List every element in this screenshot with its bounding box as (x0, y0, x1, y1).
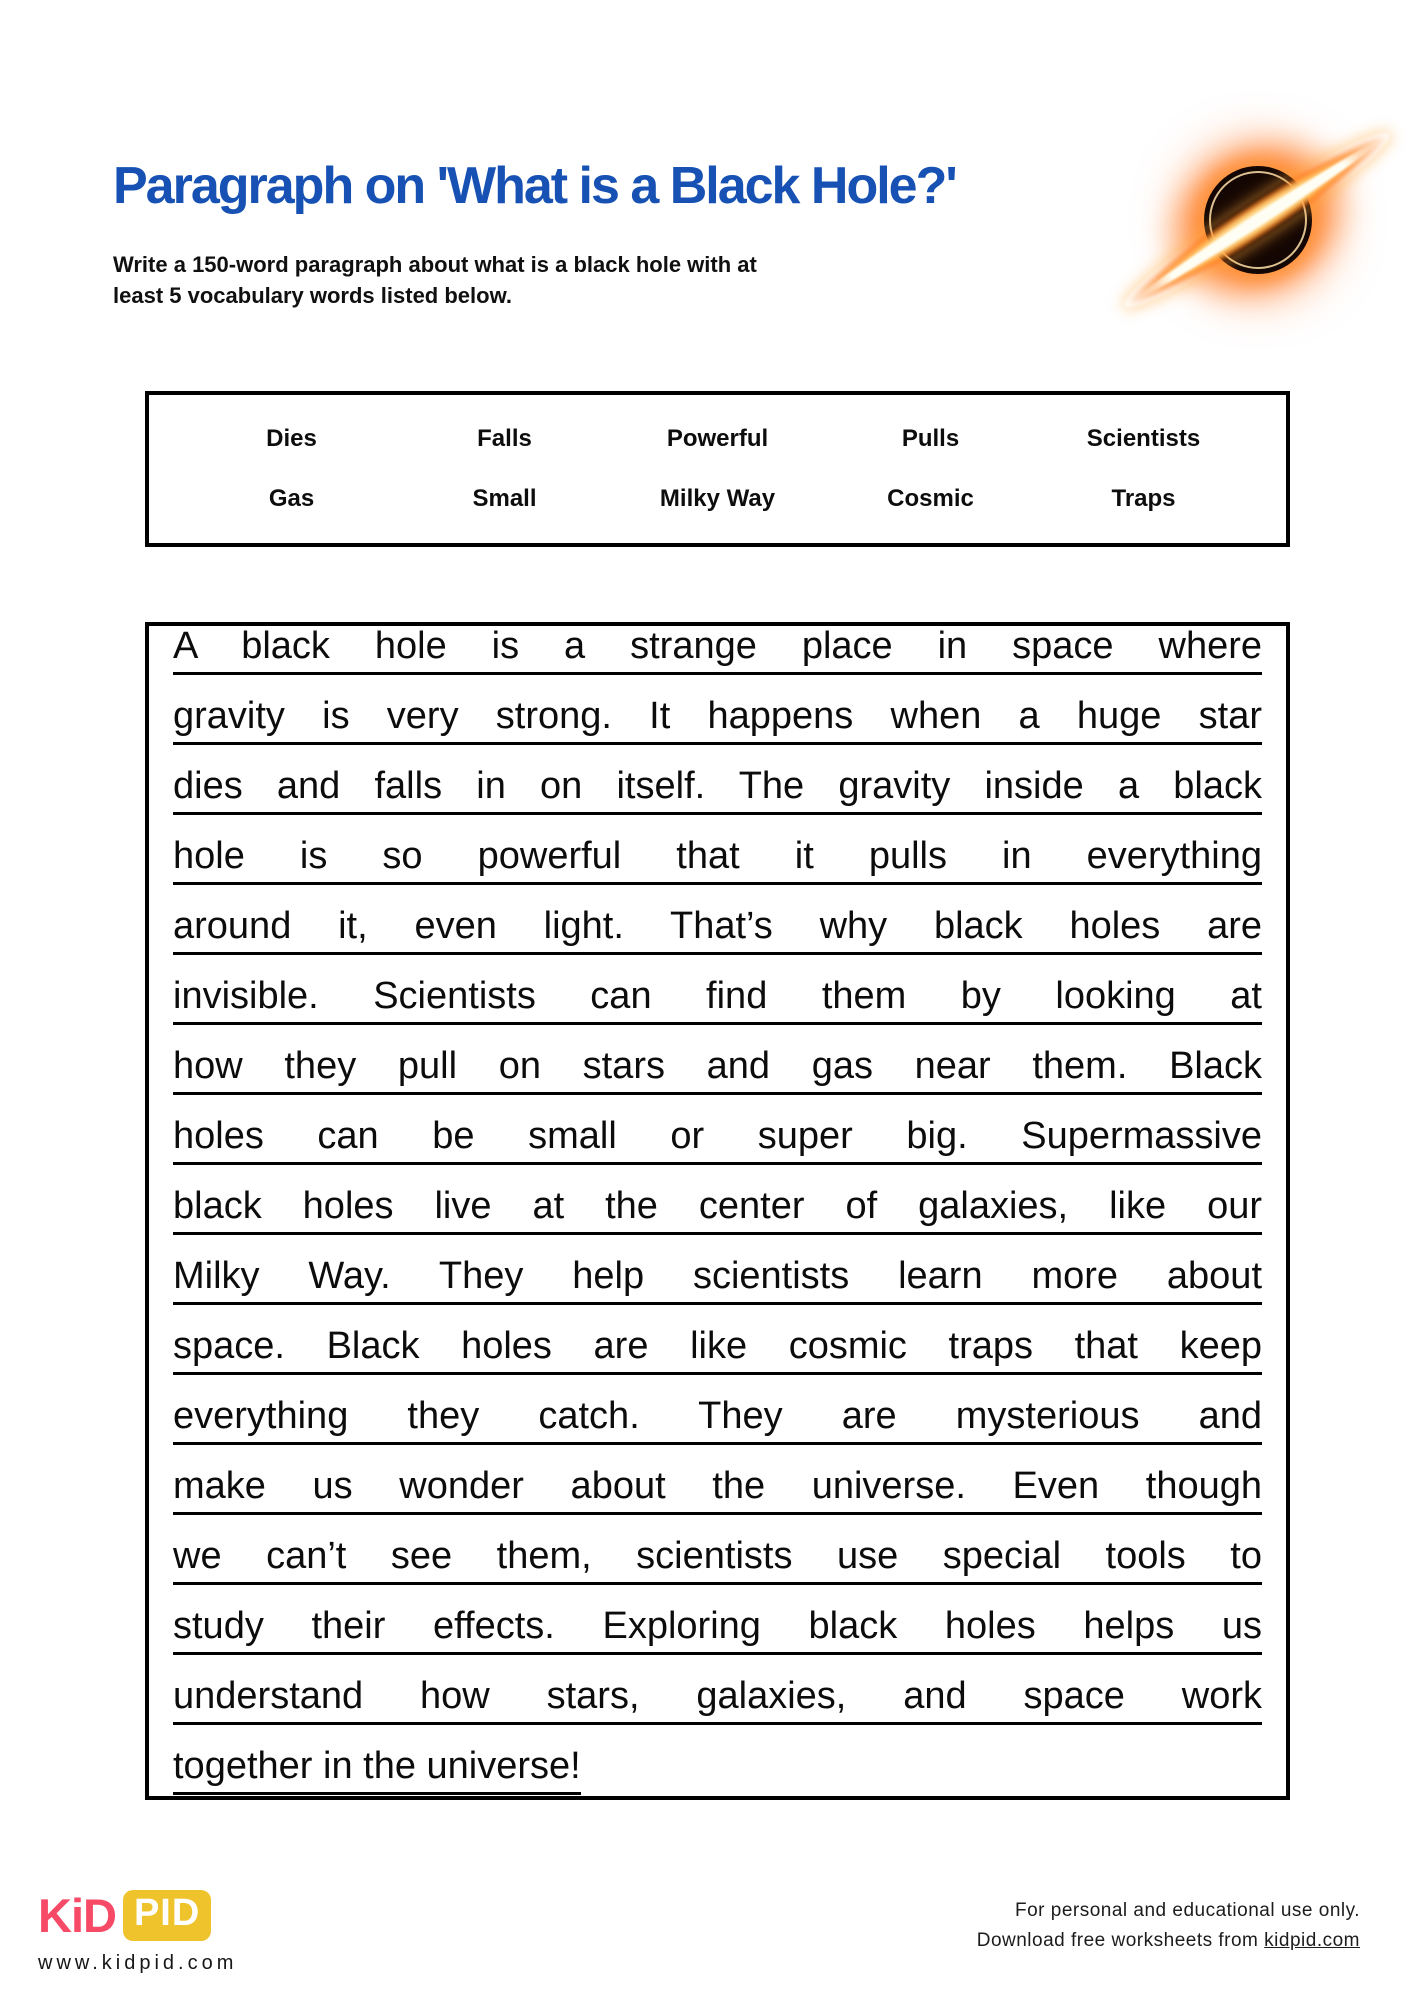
vocab-word: Dies (266, 425, 317, 452)
writing-line: space. Black holes are like cosmic traps that keep (173, 1328, 1262, 1375)
writing-line (173, 1745, 1262, 1803)
writing-line: everything they catch. They are mysterious and (173, 1398, 1262, 1445)
writing-line: invisible. Scientists can find them by looking at (173, 978, 1262, 1025)
subtitle-line-1: Write a 150-word paragraph about what is a black hole with at (113, 252, 757, 277)
kidpid-link[interactable]: kidpid.com (1264, 1930, 1360, 1951)
writing-line: make us wonder about the universe. Even though (173, 1468, 1262, 1515)
logo-kid-text: KiD (38, 1889, 116, 1942)
writing-line: holes can be small or super big. Supermassive (173, 1118, 1262, 1165)
writing-line: A black hole is a strange place in space where (173, 628, 1262, 675)
writing-line: hole is so powerful that it pulls in everything (173, 838, 1262, 885)
vocab-word: Gas (268, 485, 315, 512)
page-title: Paragraph on 'What is a Black Hole?' (113, 157, 956, 215)
usage-notice-line-1: For personal and educational use only. (1014, 1900, 1360, 1921)
paragraph-writing-area (145, 622, 1290, 1800)
vocab-word: Cosmic (887, 485, 974, 512)
page-subtitle (113, 249, 873, 311)
writing-line: around it, even light. That’s why black holes are (173, 908, 1262, 955)
vocab-word: Traps (1111, 485, 1176, 512)
vocab-word: Small (472, 485, 537, 512)
kidpid-logo (38, 1888, 237, 1975)
black-hole-icon (1106, 96, 1408, 344)
writing-line-text: together in the universe! (173, 1748, 581, 1795)
writing-line: we can’t see them, scientists use special tools to (173, 1538, 1262, 1585)
vocab-word: Falls (477, 425, 532, 452)
vocab-word: Scientists (1086, 425, 1201, 452)
usage-notice-line-2-prefix: Download free worksheets from (976, 1930, 1265, 1951)
writing-line: dies and falls in on itself. The gravity inside a black (173, 768, 1262, 815)
logo-website-text: www.kidpid.com (38, 1952, 238, 1974)
writing-line: Milky Way. They help scientists learn more about (173, 1258, 1262, 1305)
writing-line: understand how stars, galaxies, and space work (173, 1678, 1262, 1725)
writing-line: gravity is very strong. It happens when a huge star (173, 698, 1262, 745)
logo-pid-badge: PID (123, 1890, 211, 1941)
writing-line: study their effects. Exploring black holes helps us (173, 1608, 1262, 1655)
usage-notice (977, 1896, 1360, 1956)
vocab-word: Milky Way (659, 485, 776, 512)
writing-line: black holes live at the center of galaxies, like our (173, 1188, 1262, 1235)
vocab-word: Pulls (901, 425, 960, 452)
usage-notice-line-2 (977, 1926, 1360, 1956)
vocabulary-word-bank (145, 391, 1290, 547)
writing-line: how they pull on stars and gas near them. Black (173, 1048, 1262, 1095)
vocab-word: Powerful (666, 425, 769, 452)
subtitle-line-2: least 5 vocabulary words listed below. (113, 283, 512, 308)
